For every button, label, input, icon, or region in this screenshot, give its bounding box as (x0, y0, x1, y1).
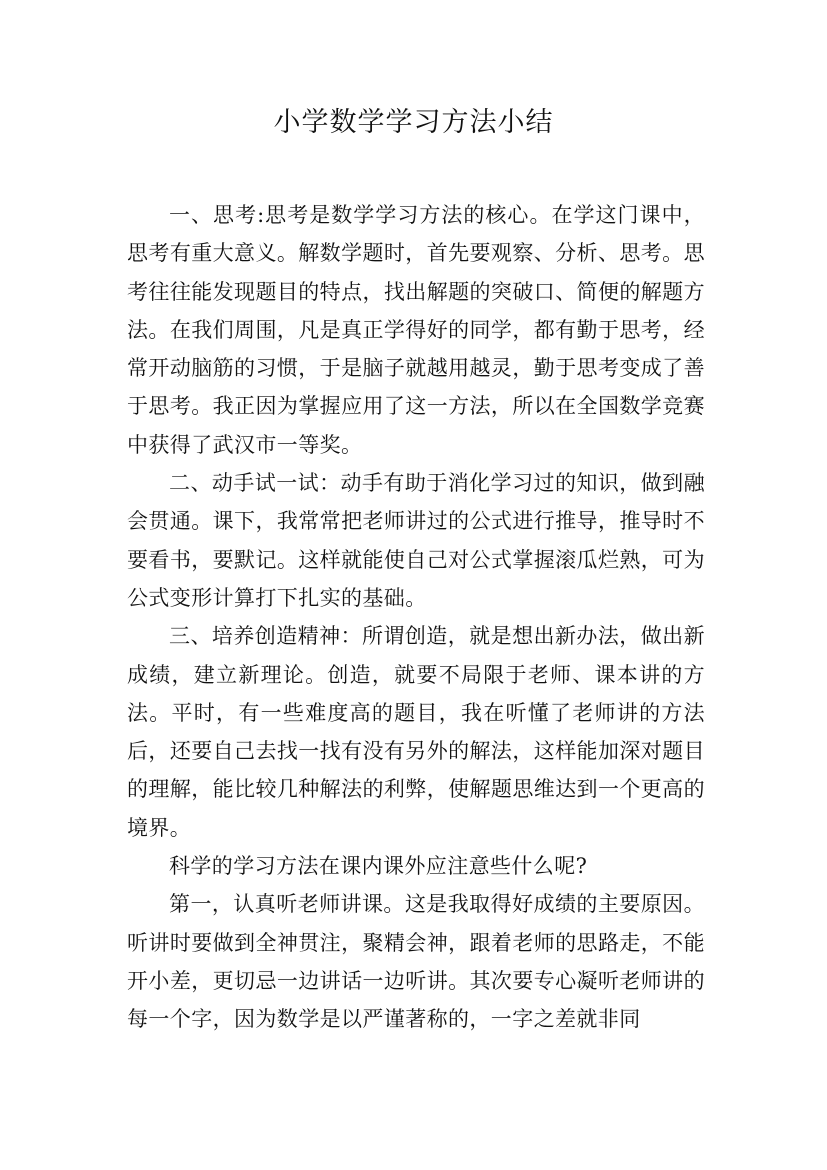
paragraph-listening: 第一，认真听老师讲课。这是我取得好成绩的主要原因。听讲时要做到全神贯注，聚精会神，跟着老师的思路走，不能开小差，更切忌一边讲话一边听讲。其次要专心凝听老师讲的每一个字，因为数学是以严谨著称的，一字之差就非同 (127, 892, 705, 1032)
paragraph-hands-on: 二、动手试一试：动手有助于消化学习过的知识，做到融会贯通。课下，我常常把老师讲过的公式进行推导，推导时不要看书，要默记。这样就能使自己对公式掌握滚瓜烂熟，可为公式变形计算打下扎实的基础。 (127, 471, 705, 610)
paragraph-thinking: 一、思考:思考是数学学习方法的核心。在学这门课中，思考有重大意义。解数学题时，首先要观察、分析、思考。思考往往能发现题目的特点，找出解题的突破口、简便的解题方法。在我们周围，凡是真正学得好的同学，都有勤于思考，经常开动脑筋的习惯，于是脑子就越用越灵，勤于思考变成了善于思考。我正因为掌握应用了这一方法，所以在全国数学竞赛中获得了武汉市一等奖。 (127, 203, 705, 457)
document-body (127, 196, 705, 1039)
paragraph-question: 科学的学习方法在课内课外应注意些什么呢? (169, 854, 588, 879)
paragraph-creativity: 三、培养创造精神：所谓创造，就是想出新办法，做出新成绩，建立新理论。创造，就要不局限于老师、课本讲的方法。平时，有一些难度高的题目，我在听懂了老师讲的方法后，还要自己去找一找有没有另外的解法，这样能加深对题目的理解，能比较几种解法的利弊，使解题思维达到一个更高的境界。 (127, 624, 705, 840)
document-title: 小学数学学习方法小结 (273, 107, 554, 138)
